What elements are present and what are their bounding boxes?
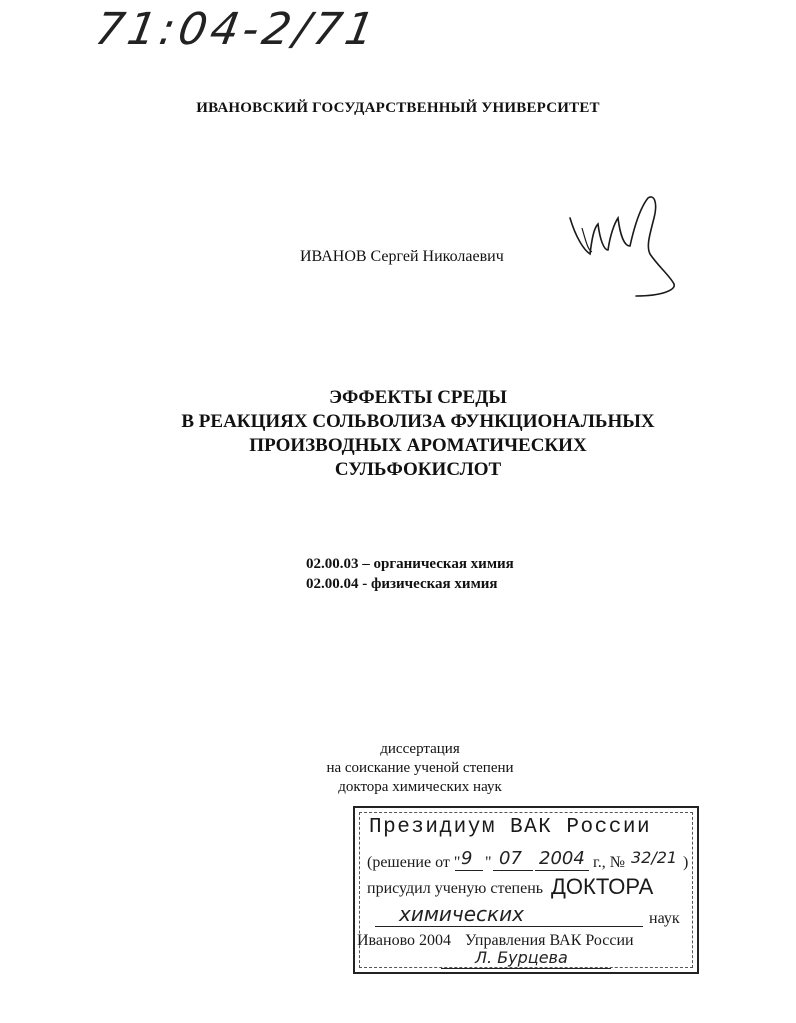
stamp-awarded-text: присудил ученую степень — [367, 880, 544, 897]
dissertation-title — [0, 386, 796, 482]
stamp-header: Президиум ВАК России — [369, 816, 652, 839]
stamp-decision-number: 32/21 — [631, 848, 678, 867]
stamp-underline — [493, 870, 533, 871]
stamp-department: Управления ВАК России — [465, 932, 634, 949]
stamp-degree: ДОКТОРА — [551, 874, 654, 899]
specialty-line: 02.00.04 - физическая химия — [306, 576, 498, 592]
stamp-underline — [375, 926, 643, 927]
stamp-decision-sep: " — [485, 854, 492, 871]
stamp-field-suffix: наук — [649, 910, 680, 927]
specialties — [306, 554, 514, 594]
title-line: ЭФФЕКТЫ СРЕДЫ — [329, 387, 507, 408]
specialty-line: 02.00.03 – органическая химия — [306, 556, 514, 572]
author-signature — [562, 188, 682, 303]
dissertation-line: диссертация — [380, 741, 460, 757]
stamp-decision-suffix: ) — [683, 854, 689, 871]
title-line: В РЕАКЦИЯХ СОЛЬВОЛИЗА ФУНКЦИОНАЛЬНЫХ — [181, 411, 655, 432]
stamp-underline — [455, 870, 483, 871]
stamp-decision-g: г., № — [593, 854, 626, 871]
dissertation-info — [294, 740, 546, 797]
stamp-field-handwritten: химических — [399, 902, 524, 926]
title-line: СУЛЬФОКИСЛОТ — [334, 459, 502, 480]
stamp-decision-year: 2004 — [539, 848, 585, 869]
stamp-decision-day: 9 — [461, 848, 473, 869]
archive-number: 71:04-2/71 — [91, 4, 382, 55]
university-name: ИВАНОВСКИЙ ГОСУДАРСТВЕННЫЙ УНИВЕРСИТЕТ — [196, 100, 600, 116]
stamp-decision-month: 07 — [499, 848, 522, 869]
stamp-signature: Л. Бурцева — [475, 948, 568, 967]
vak-stamp — [353, 806, 699, 974]
title-line: ПРОИЗВОДНЫХ АРОМАТИЧЕСКИХ — [249, 435, 587, 456]
stamp-underline — [535, 870, 589, 871]
stamp-underline — [441, 968, 611, 969]
author-name: ИВАНОВ Сергей Николаевич — [300, 248, 504, 265]
dissertation-line: на соискание ученой степени — [326, 760, 514, 776]
stamp-decision-prefix: (решение от " — [367, 854, 461, 871]
stamp-place-year: Иваново 2004 — [357, 932, 452, 949]
dissertation-line: доктора химических наук — [338, 779, 502, 795]
